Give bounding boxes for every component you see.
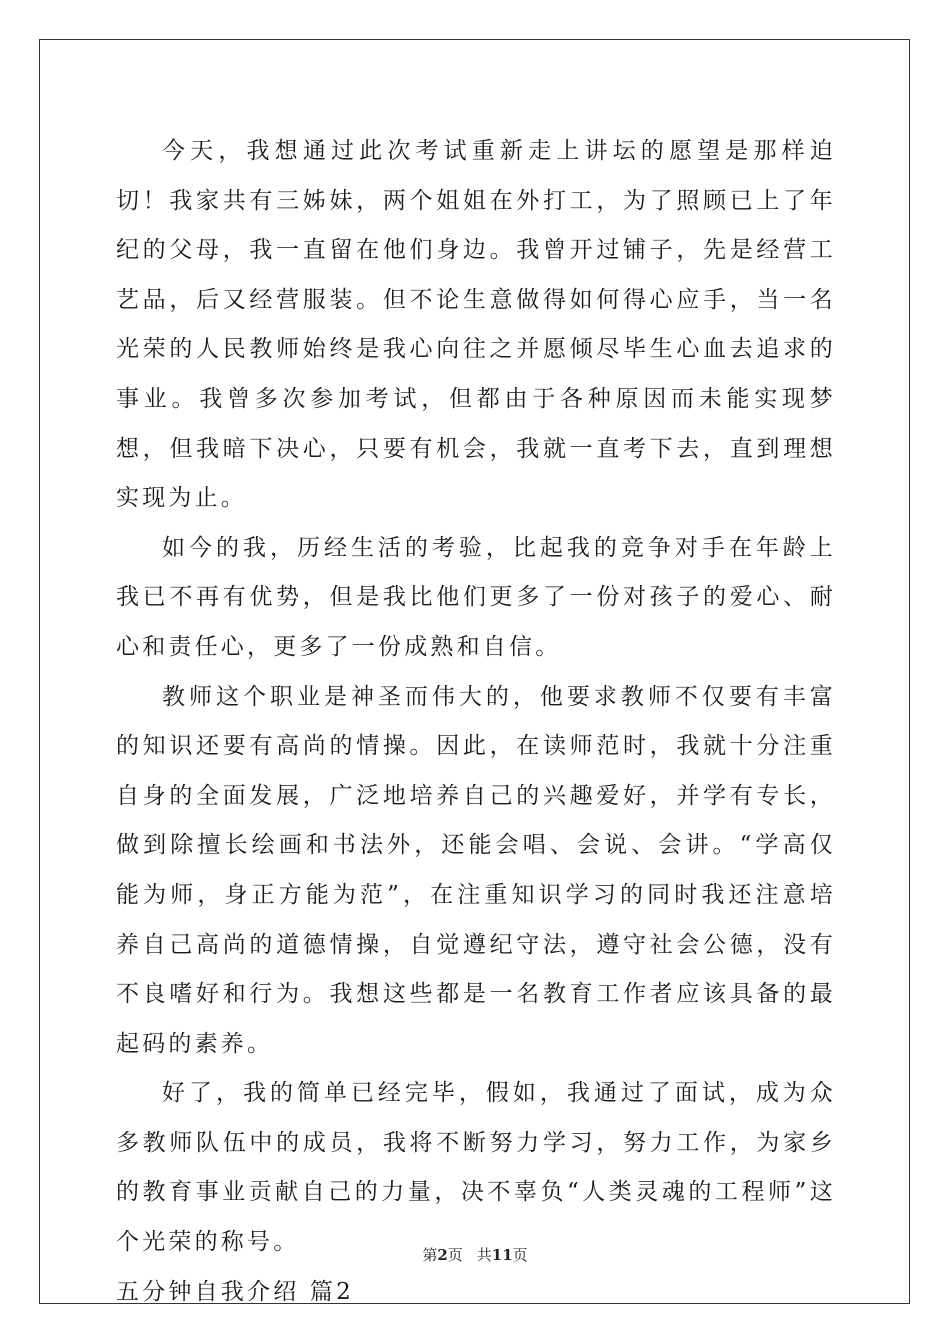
page-current: 2	[437, 1246, 448, 1264]
page-total: 11	[491, 1246, 513, 1264]
paragraph-1: 今天，我想通过此次考试重新走上讲坛的愿望是那样迫切！我家共有三姊妹，两个姐姐在外打工，为了照顾已上了年纪的父母，我一直留在他们身边。我曾开过铺子，先是经营工艺品，后又经营服装。但不论生意做得如何得心应手，当一名光荣的人民教师始终是我心向往之并愿倾尽毕生心血去追求的事业。我曾多次参加考试，但都由于各种原因而未能实现梦想，但我暗下决心，只要有机会，我就一直考下去，直到理想实现为止。	[116, 138, 836, 512]
page-footer	[0, 1244, 950, 1265]
paragraph-3: 教师这个职业是神圣而伟大的，他要求教师不仅要有丰富的知识还要有高尚的情操。因此，在读师范时，我就十分注重自身的全面发展，广泛地培养自己的兴趣爱好，并学有专长，做到除擅长绘画和书法外，还能会唱、会说、会讲。“学高仅能为师，身正方能为范”，在注重知识学习的同时我还注意培养自己高尚的道德情操，自觉遵纪守法，遵守社会公德，没有不良嗜好和行为。我想这些都是一名教育工作者应该具备的最起码的素养。	[116, 683, 836, 1057]
document-body	[116, 127, 836, 1317]
page-prefix: 第	[422, 1246, 438, 1264]
total-suffix: 页	[512, 1246, 528, 1264]
section-heading: 五分钟自我介绍 篇2	[116, 1278, 354, 1305]
paragraph-2: 如今的我，历经生活的考验，比起我的竞争对手在年龄上我已不再有优势，但是我比他们更多了一份对孩子的爱心、耐心和责任心，更多了一份成熟和自信。	[116, 534, 836, 660]
total-prefix: 共	[476, 1246, 492, 1264]
page-suffix: 页	[447, 1246, 463, 1264]
paragraph-4: 好了，我的简单已经完毕，假如，我通过了面试，成为众多教师队伍中的成员，我将不断努力学习，努力工作，为家乡的教育事业贡献自己的力量，决不辜负“人类灵魂的工程师”这个光荣的称号。	[116, 1080, 836, 1256]
